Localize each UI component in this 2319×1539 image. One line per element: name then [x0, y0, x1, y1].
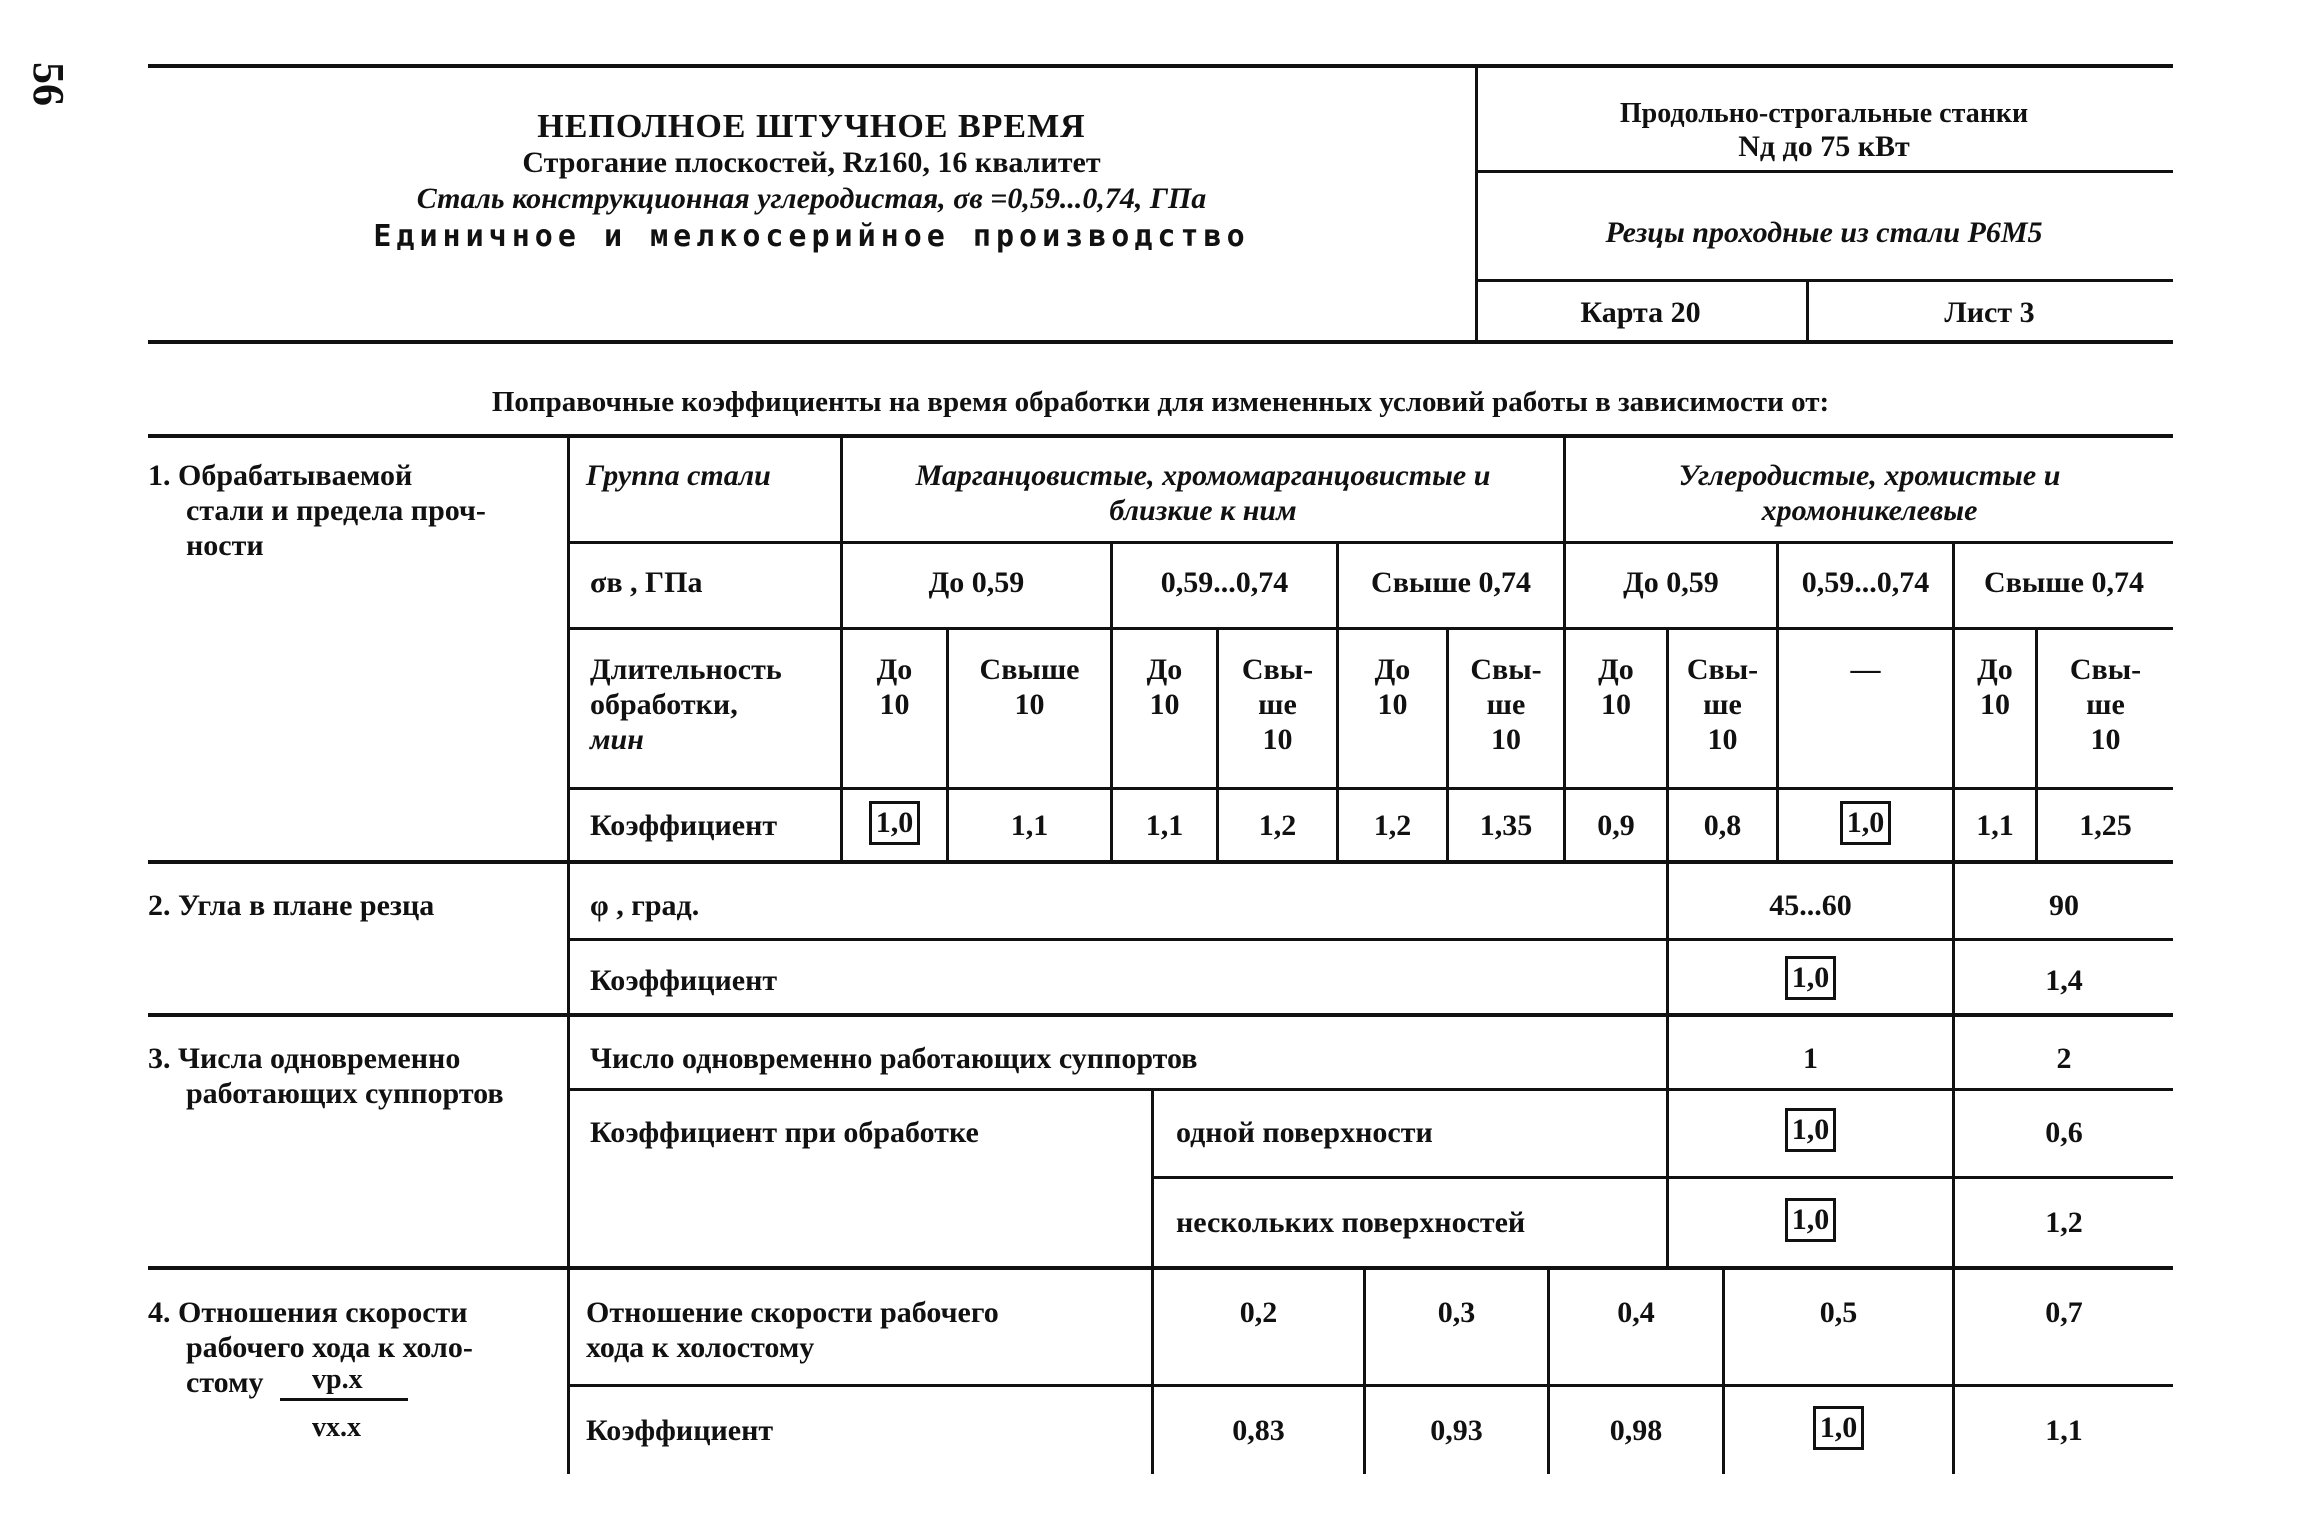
phi-label: φ , град. [590, 889, 700, 922]
fraction-numerator: vр.х [312, 1364, 363, 1395]
card-label: Карта 20 [1580, 296, 1701, 329]
s3-rule-b [1151, 1176, 2173, 1179]
phi-value: 90 [2049, 889, 2079, 922]
s3-label-line1: 3. Числа одновременно [148, 1042, 461, 1075]
coef-value: 1,25 [2079, 809, 2132, 842]
table-caption: Поправочные коэффициенты на время обработки для измененных условий работы в зависимости от: [491, 386, 1830, 418]
s4-coef: 1,1 [2045, 1414, 2083, 1447]
ratio-value: 0,3 [1437, 1296, 1476, 1329]
duration-value: До [1977, 653, 2013, 686]
duration-label-line2: обработки, [590, 688, 738, 721]
s4-coef-label: Коэффициент [586, 1414, 774, 1447]
duration-value: 10 [879, 688, 910, 721]
duration-value: 10 [1149, 688, 1180, 721]
duration-value: Свы- [2069, 653, 2142, 686]
coef-value: 0,9 [1597, 809, 1635, 842]
s4-coef: 0,93 [1430, 1414, 1483, 1447]
s1-label-line1: 1. Обрабатываемой [148, 459, 413, 492]
s2-rule [567, 938, 2173, 941]
s4-label-line2: рабочего хода к холо- [186, 1331, 473, 1364]
section1-bottom-rule [148, 860, 2173, 864]
duration-value: 10 [1014, 688, 1045, 721]
duration-value: 10 [1262, 723, 1293, 756]
duration-value: Свы- [1241, 653, 1314, 686]
s4-coef [1725, 1406, 1952, 1450]
group-a-line2: близкие к ним [1109, 494, 1297, 527]
header-subtitle3: Единичное и мелкосерийное производство [373, 219, 1250, 254]
s2-label: 2. Угла в плане резца [148, 889, 435, 922]
coef-value [843, 801, 946, 845]
duration-value: Свы- [1470, 653, 1542, 686]
one-surface-coef: 0,6 [2045, 1116, 2083, 1149]
label-column-divider [567, 434, 570, 1474]
header-right-rule1 [1475, 170, 2173, 173]
phi-value: 45...60 [1769, 889, 1852, 922]
s1-rule-a [567, 541, 2173, 544]
sigma-value: 0,59...0,74 [1801, 566, 1930, 599]
many-surfaces-coef: 1,2 [2045, 1206, 2083, 1239]
coef-value: 1,1 [1976, 809, 2014, 842]
sigma-value: До 0,59 [1623, 566, 1719, 599]
s2-coef [1669, 956, 1952, 1000]
coef-value: 1,35 [1479, 809, 1533, 842]
duration-value: 10 [1980, 688, 2010, 721]
s1-label-line3: ности [186, 529, 264, 562]
s1-rule-c [567, 787, 2173, 790]
count-label: Число одновременно работающих суппортов [590, 1042, 1198, 1075]
ratio-value: 0,4 [1617, 1296, 1655, 1329]
group-label: Группа стали [586, 459, 771, 492]
coef-value: 1,1 [1145, 809, 1184, 842]
group-b-line1: Углеродистые, хромистые и [1678, 459, 2061, 492]
coef-value: 1,1 [1010, 809, 1049, 842]
tool-label: Резцы проходные из стали Р6М5 [1605, 216, 2043, 249]
s3-rule-a [567, 1088, 2173, 1091]
duration-value: 10 [2090, 723, 2121, 756]
section3-bottom-rule [148, 1266, 2173, 1270]
duration-value: 10 [1707, 723, 1738, 756]
many-surfaces-label: нескольких поверхностей [1176, 1206, 1526, 1239]
duration-value: ше [2086, 688, 2125, 721]
machine-line2: Nд до 75 кВт [1738, 130, 1910, 163]
duration-value: ше [1486, 688, 1526, 721]
s2-coef-label: Коэффициент [590, 964, 778, 997]
machine-line1: Продольно-строгальные станки [1619, 98, 2029, 129]
header-bottom-rule [148, 340, 2173, 344]
fraction-bar [280, 1398, 408, 1401]
fraction-denominator: vх.х [312, 1412, 361, 1443]
duration-value: ше [1258, 688, 1297, 721]
duration-value: Свыше [979, 653, 1080, 686]
sigma-value: 0,59...0,74 [1160, 566, 1289, 599]
s3-v-label [1151, 1088, 1154, 1266]
one-surface-coef [1669, 1108, 1952, 1152]
ratio-value: 0,2 [1239, 1296, 1278, 1329]
s4-rule [567, 1384, 2173, 1387]
ratio-label-line1: Отношение скорости рабочего [586, 1296, 999, 1329]
group-b-line2: хромоникелевые [1761, 494, 1978, 527]
duration-value: Свы- [1686, 653, 1759, 686]
s4-coef: 0,98 [1609, 1414, 1663, 1447]
duration-value: До [876, 653, 913, 686]
s2-coef: 1,4 [2045, 964, 2083, 997]
section2-bottom-rule [148, 1013, 2173, 1017]
duration-value: 10 [1601, 688, 1631, 721]
sigma-value: До 0,59 [928, 566, 1025, 599]
header-subtitle1: Строгание плоскостей, Rz160, 16 квалитет [522, 146, 1101, 179]
coef-value: 1,2 [1373, 809, 1412, 842]
s4-coef: 0,83 [1232, 1414, 1285, 1447]
header-title: НЕПОЛНОЕ ШТУЧНОЕ ВРЕМЯ [537, 108, 1086, 145]
s3-label-line2: работающих суппортов [186, 1077, 504, 1110]
boxed-value: 1,0 [1785, 1198, 1837, 1242]
duration-value: До [1146, 653, 1183, 686]
duration-value: ше [1703, 688, 1742, 721]
table-top-rule [148, 434, 2173, 438]
coef-label: Коэффициент [590, 809, 778, 842]
sigma-value: Свыше 0,74 [1371, 566, 1531, 599]
duration-value: — [1850, 653, 1881, 686]
s1-rule-b [567, 627, 2173, 630]
group-a-line1: Марганцовистые, хромомарганцовистые и [915, 459, 1491, 492]
boxed-value: 1,0 [1785, 1108, 1837, 1152]
page-number: 56 [24, 62, 73, 106]
coef-value: 1,2 [1258, 809, 1297, 842]
s3-coef-label: Коэффициент при обработке [590, 1116, 979, 1149]
boxed-value: 1,0 [1840, 801, 1892, 845]
ratio-label-line2: хода к холостому [586, 1331, 815, 1364]
sigma-label: σв , ГПа [590, 566, 703, 599]
boxed-value: 1,0 [1785, 956, 1837, 1000]
sigma-value: Свыше 0,74 [1984, 566, 2144, 599]
count-value: 2 [2056, 1042, 2072, 1075]
count-value: 1 [1803, 1042, 1818, 1075]
coef-value: 0,8 [1703, 809, 1742, 842]
header-right-rule2 [1475, 279, 2173, 282]
sheet-label: Лист 3 [1944, 296, 2035, 329]
duration-value: 10 [1491, 723, 1521, 756]
many-surfaces-coef [1669, 1198, 1952, 1242]
duration-label-line1: Длительность [590, 653, 782, 686]
boxed-value: 1,0 [869, 801, 921, 845]
duration-value: До [1598, 653, 1634, 686]
duration-value: До [1374, 653, 1411, 686]
coef-value [1779, 801, 1952, 845]
header-subtitle2: Сталь конструкционная углеродистая, σв =0,59...0,74, ГПа [416, 182, 1207, 215]
boxed-value: 1,0 [1813, 1406, 1865, 1450]
s4-label-line1: 4. Отношения скорости [148, 1296, 468, 1329]
ratio-value: 0,7 [2045, 1296, 2083, 1329]
s1-label-line2: стали и предела проч- [186, 494, 486, 527]
duration-label-line3: мин [590, 723, 644, 756]
one-surface-label: одной поверхности [1176, 1116, 1433, 1149]
header-top-rule [148, 64, 2173, 68]
duration-value: 10 [1377, 688, 1408, 721]
ratio-value: 0,5 [1819, 1296, 1858, 1329]
s4-label-line3: стому [186, 1366, 264, 1399]
